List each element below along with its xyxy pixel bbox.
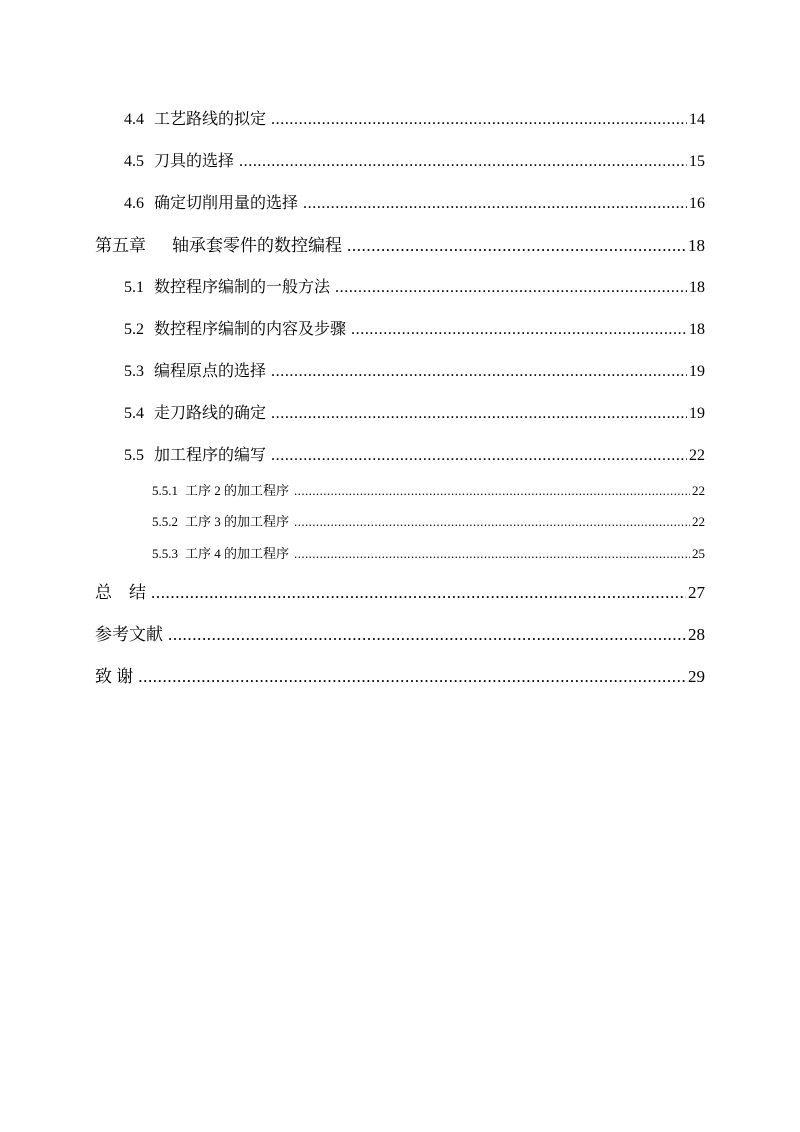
toc-leader-dots [347,236,686,256]
toc-leader-dots [294,483,690,499]
toc-entry-page: 22 [689,447,705,464]
toc-entry-5-2[interactable] [124,316,705,339]
toc-entry-5-5[interactable] [124,442,705,465]
toc-entry-acknowledgements[interactable] [95,662,705,687]
toc-leader-dots [294,514,690,530]
toc-entry-title: 数控程序编制的一般方法 [154,279,331,296]
toc-entry-page: 14 [689,111,705,128]
toc-leader-dots [271,363,687,381]
toc-entry-title: 走刀路线的确定 [154,405,267,422]
toc-entry-page: 19 [689,405,705,422]
toc-entry-5-5-3[interactable] [152,543,705,562]
toc-entry-page: 29 [688,667,705,686]
toc-leader-dots [138,667,686,687]
toc-entry-page: 18 [688,236,705,255]
toc-entry-4-5[interactable] [124,148,705,171]
toc-entry-title: 工序 4 的加工程序 [185,546,290,561]
toc-entry-number: 5.1 [124,279,144,296]
toc-entry-number: 5.3 [124,363,144,380]
toc-entry-number: 5.5 [124,447,144,464]
toc-entry-5-5-1[interactable] [152,480,705,499]
toc-leader-dots [168,625,686,645]
toc-entry-page: 22 [692,514,705,529]
toc-entry-title: 工序 3 的加工程序 [185,514,290,529]
toc-leader-dots [239,153,687,171]
toc-entry-number: 4.5 [124,153,144,170]
toc-entry-title: 刀具的选择 [154,153,235,170]
toc-entry-conclusion[interactable] [95,578,705,603]
toc-entry-chapter-5[interactable] [95,231,705,256]
toc-entry-number: 5.2 [124,321,144,338]
toc-entry-title: 轴承套零件的数控编程 [172,236,342,255]
toc-entry-page: 18 [689,279,705,296]
toc-leader-dots [335,279,687,297]
toc-entry-5-5-2[interactable] [152,511,705,530]
toc-entry-title: 数控程序编制的内容及步骤 [154,321,347,338]
toc-entry-page: 25 [692,546,705,561]
toc-entry-page: 18 [689,321,705,338]
toc-entry-references[interactable] [95,620,705,645]
toc-entry-number: 5.5.3 [152,546,178,561]
toc-entry-5-4[interactable] [124,400,705,423]
toc-entry-page: 19 [689,363,705,380]
toc-leader-dots [303,195,687,213]
toc-entry-title: 工序 2 的加工程序 [185,483,290,498]
toc-leader-dots [271,405,687,423]
toc-leader-dots [151,583,686,603]
toc-entry-page: 28 [688,625,705,644]
toc-entry-5-1[interactable] [124,274,705,297]
toc-entry-number: 第五章 [95,236,146,255]
toc-entry-page: 15 [689,153,705,170]
toc-leader-dots [271,111,687,129]
toc-leader-dots [271,447,687,465]
toc-leader-dots [294,546,690,562]
toc-entry-number: 5.5.1 [152,483,178,498]
toc-entry-number: 5.4 [124,405,144,422]
toc-leader-dots [351,321,687,339]
toc-entry-title: 致 谢 [95,667,134,686]
toc-entry-5-3[interactable] [124,358,705,381]
toc-entry-title: 编程原点的选择 [154,363,267,380]
toc-entry-page: 16 [689,195,705,212]
toc-entry-title: 加工程序的编写 [154,447,267,464]
toc-entry-title: 工艺路线的拟定 [154,111,267,128]
toc-entry-4-4[interactable] [124,106,705,129]
toc-entry-title: 总 结 [95,583,146,602]
toc-entry-page: 27 [688,583,705,602]
toc-entry-number: 5.5.2 [152,514,178,529]
toc-entry-number: 4.4 [124,111,144,128]
toc-entry-number: 4.6 [124,195,144,212]
toc-entry-page: 22 [692,483,705,498]
toc-entry-title: 参考文献 [95,625,163,644]
toc-entry-title: 确定切削用量的选择 [154,195,299,212]
toc-entry-4-6[interactable] [124,190,705,213]
